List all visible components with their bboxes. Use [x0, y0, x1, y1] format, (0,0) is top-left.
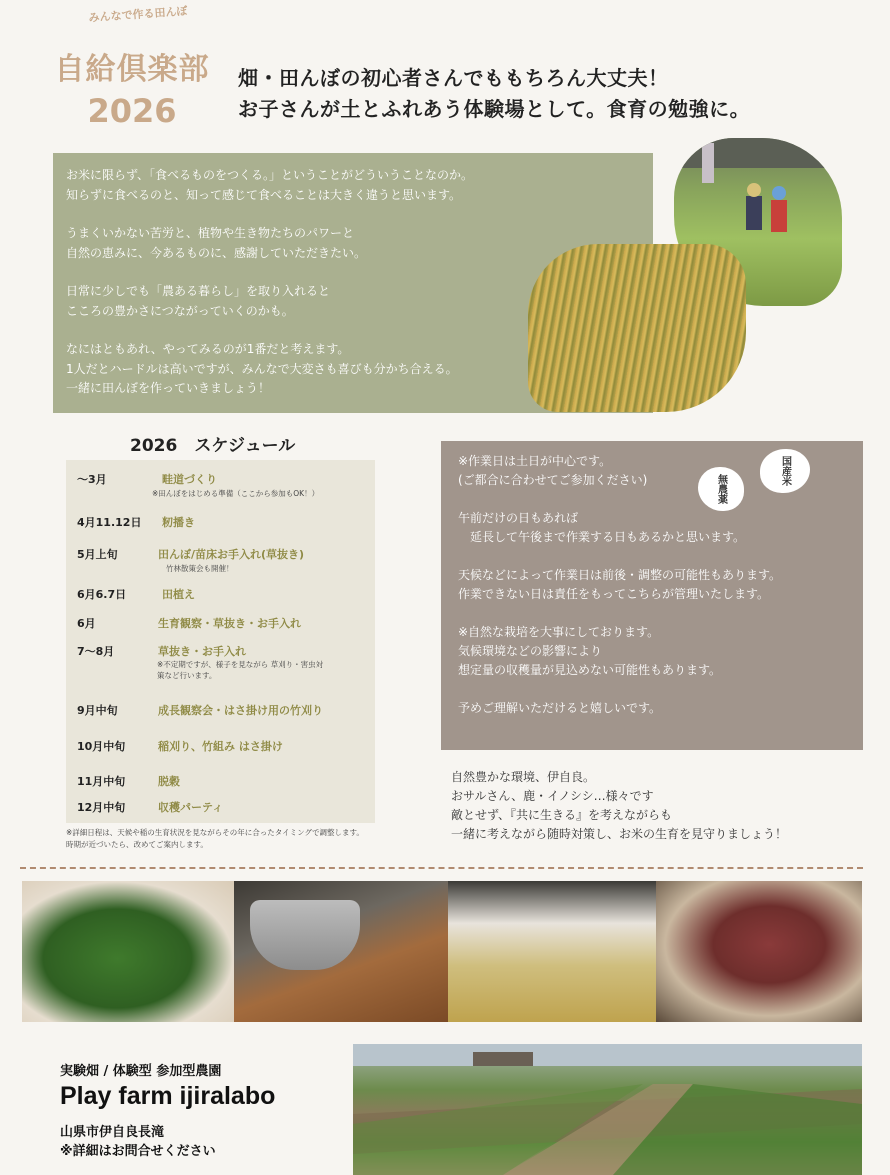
intro-paragraph: [66, 340, 546, 399]
schedule-activity: 成長観察会・はさ掛け用の竹刈り: [158, 704, 323, 717]
notice-line: 天候などによって作業日は前後・調整の可能性もあります。: [458, 568, 782, 582]
notice-line: (ご都合に合わせてご参加ください): [458, 473, 648, 487]
schedule-date: 6月: [77, 617, 96, 630]
schedule-date: 10月中旬: [77, 740, 126, 753]
grilled-meat-photo: [656, 881, 862, 1022]
farm-type: 実験畑 / 体験型 参加型農園: [60, 1064, 222, 1079]
rice-ears-photo: [528, 244, 746, 412]
headline-2: お子さんが土とふれあう体験場として。食育の勉強に。: [238, 97, 751, 121]
nature-text: [451, 768, 787, 844]
notice-paragraph: [458, 566, 858, 604]
nature-line: 自然豊かな環境、伊自良。: [451, 770, 596, 784]
notice-line: 午前だけの日もあれば: [458, 511, 579, 525]
schedule-activity: 生育観察・草抜き・お手入れ: [158, 617, 301, 630]
intro-line: うまくいかない苦労と、植物や生き物たちのパワーと: [66, 226, 355, 240]
intro-line: 日常に少しでも「農ある暮らし」を取り入れると: [66, 284, 331, 298]
intro-paragraph: [66, 282, 546, 321]
schedule-date: 12月中旬: [77, 801, 126, 814]
farm-name: Play farm ijiralabo: [60, 1082, 276, 1110]
schedule-footnote: [66, 827, 364, 851]
schedule-date: 〜3月: [77, 473, 107, 486]
schedule-activity: 畦道づくり: [162, 473, 217, 486]
intro-text: [66, 166, 546, 418]
notice-line: 気候環境などの影響により: [458, 644, 603, 658]
notice-line: 延長して午後まで作業する日もあるかと思います。: [458, 530, 746, 544]
logo-year: 2026: [87, 92, 177, 130]
notice-line: ※自然な栽培を大事にしております。: [458, 625, 660, 639]
intro-paragraph: [66, 166, 546, 205]
notice-line: 想定量の収穫量が見込めない可能性もあります。: [458, 663, 722, 677]
schedule-activity: 稲刈り、竹組み はさ掛け: [158, 740, 283, 753]
notice-line: ※作業日は土日が中心です。: [458, 454, 612, 468]
notice-paragraph: [458, 623, 858, 680]
schedule-activity: 田んぼ/苗床お手入れ(草抜き): [158, 548, 305, 561]
schedule-footnote-line: 時期が近づいたら、改めてご案内します。: [66, 840, 208, 849]
intro-line: 一緒に田んぼを作っていきましょう！: [66, 381, 271, 395]
contact-note: ※詳細はお問合せください: [60, 1144, 216, 1159]
schedule-activity: 田植え: [162, 588, 195, 601]
nature-line: 一緒に考えながら随時対策し、お米の生育を見守りましょう！: [451, 827, 788, 841]
nature-line: おサルさん、鹿・イノシシ…様々です: [451, 789, 654, 803]
schedule-activity: 脱穀: [158, 775, 180, 788]
notice-text: [458, 452, 858, 737]
schedule-date: 4月11.12日: [77, 516, 142, 529]
no-pesticide-badge: 無農薬: [698, 467, 744, 511]
intro-line: 知らずに食べるのと、知って感じて食べることは大きく違うと思います。: [66, 187, 462, 202]
logo-title: 自給倶楽部: [54, 52, 210, 87]
intro-line: お米に限らず、「食べるものをつくる。」ということがどういうことなのか。: [66, 168, 474, 182]
farm-field-photo: [353, 1044, 862, 1175]
schedule-activity: 収穫パーティ: [158, 801, 224, 814]
intro-line: 1人だとハードルは高いですが、みんなで大変さも喜びも分かち合える。: [66, 361, 458, 376]
headline-1: 畑・田んぼの初心者さんでももちろん大丈夫！: [238, 66, 669, 90]
notice-line: 作業できない日は責任をもってこちらが管理いたします。: [458, 587, 770, 601]
schedule-activity: 籾播き: [162, 516, 195, 529]
schedule-date: 5月上旬: [77, 548, 118, 561]
schedule-date: 11月中旬: [77, 775, 126, 788]
schedule-title: 2026 スケジュール: [130, 436, 296, 456]
schedule-footnote-line: ※詳細日程は、天候や稲の生育状況を見ながらその年に合ったタイミングで調整します。: [66, 828, 364, 837]
notice-paragraph: [458, 509, 858, 547]
schedule-date: 6月6.7日: [77, 588, 127, 601]
soup-pot-photo: [448, 881, 656, 1022]
notice-paragraph: [458, 699, 858, 718]
logo-subtitle: みんなで作る田んぼ: [88, 4, 188, 25]
intro-paragraph: [66, 224, 546, 263]
schedule-note: ※不定期ですが、様子を見ながら 草刈り・害虫対策など行います。: [157, 660, 324, 680]
cooking-pot-shape: [250, 900, 360, 970]
schedule-note: ※田んぼをはじめる準備（ここから参加もOK！）: [152, 489, 320, 498]
dashed-divider: [20, 867, 863, 869]
schedule-activity: 草抜き・お手入れ: [158, 645, 246, 658]
schedule-date: 9月中旬: [77, 704, 118, 717]
farm-location: 山県市伊自良長滝: [60, 1125, 165, 1140]
intro-line: こころの豊かさにつながっていくのかも。: [66, 303, 294, 318]
intro-line: 自然の恵みに、今あるものに、感謝していただきたい。: [66, 245, 367, 260]
schedule-note: 竹林散策会も開催！: [166, 564, 234, 573]
domestic-rice-badge: 国産米: [760, 449, 810, 493]
farm-photo-art: [353, 1044, 862, 1175]
notice-line: 予めご理解いただけると嬉しいです。: [458, 701, 662, 715]
schedule-date: 7〜8月: [77, 645, 115, 658]
nature-line: 敵とせず、『共に生きる』を考えながらも: [451, 808, 673, 822]
greens-salad-photo: [22, 881, 234, 1022]
intro-line: なにはともあれ、やってみるのが1番だと考えます。: [66, 342, 350, 356]
